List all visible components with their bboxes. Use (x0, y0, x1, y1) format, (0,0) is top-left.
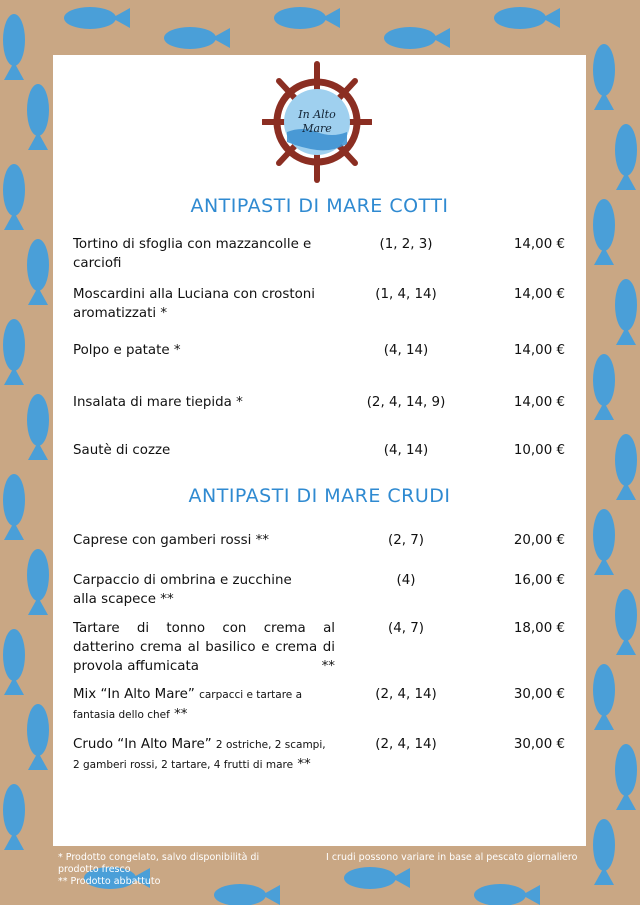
dish-name: Caprese con gamberi rossi ** (73, 533, 269, 548)
price: 14,00 € (513, 237, 565, 252)
logo-line1: In Alto (298, 108, 336, 121)
dish-name: Polpo e patate * (73, 343, 181, 358)
menu-card (53, 55, 586, 846)
price: 14,00 € (513, 343, 565, 358)
price: 18,00 € (513, 621, 565, 636)
svg-text:Mare (301, 122, 332, 135)
dish-name (73, 619, 335, 676)
allergens: (2, 4, 14) (375, 687, 437, 702)
dish-detail: carpacci e tartare a fantasia dello chef (73, 689, 303, 721)
footnote-blast-chilled: ** Prodotto abbattuto (58, 876, 161, 887)
dish-description: Tartare di tonno con crema al datterino crema al basilico e crema di provola affumicata (73, 621, 335, 674)
price: 10,00 € (513, 443, 565, 458)
logo-line2: Mare (302, 122, 332, 135)
dish-stars: ** (321, 659, 335, 674)
allergens: (2, 4, 14) (375, 737, 437, 752)
dish-name (73, 571, 335, 609)
allergens: (4, 14) (383, 343, 429, 358)
dish-name (73, 685, 335, 725)
footnote-frozen: * Prodotto congelato, salvo disponibilità di prodotto fresco (58, 852, 260, 875)
section-title-cotti: ANTIPASTI DI MARE COTTI (190, 195, 449, 217)
dish-name: Sautè di cozze (73, 443, 171, 458)
dish-name-line1: Carpaccio di ombrina e zucchine (73, 573, 292, 588)
footnote-raw: I crudi possono variare in base al pescato giornaliero (326, 852, 578, 863)
dish-stars: ** (174, 707, 188, 722)
dish-stars: ** (297, 757, 311, 772)
price: 30,00 € (513, 737, 565, 752)
allergens: (1, 2, 3) (379, 237, 433, 252)
allergens: (1, 4, 14) (375, 287, 437, 302)
allergens: (2, 7) (387, 533, 424, 548)
ship-wheel-icon (262, 58, 372, 186)
dish-name: Tortino di sfoglia con mazzancolle e carciofi (73, 237, 312, 271)
dish-name (73, 735, 335, 775)
price: 14,00 € (513, 395, 565, 410)
price: 20,00 € (513, 533, 565, 548)
allergens: (4) (396, 573, 416, 588)
allergens: (4, 7) (387, 621, 424, 636)
dish-detail: 2 ostriche, 2 scampi, 2 gamberi rossi, 2 tartare, 4 frutti di mare (73, 739, 326, 771)
allergens: (2, 4, 14, 9) (366, 395, 446, 410)
dish-name: Insalata di mare tiepida * (73, 395, 243, 410)
allergens: (4, 14) (383, 443, 429, 458)
section-title-crudi: ANTIPASTI DI MARE CRUDI (188, 485, 451, 507)
dish-name: Moscardini alla Luciana con crostoni aromatizzati * (73, 287, 315, 321)
price: 14,00 € (513, 287, 565, 302)
price: 30,00 € (513, 687, 565, 702)
footnotes (58, 852, 278, 888)
dish-name-line2: alla scapece ** (73, 592, 174, 607)
svg-text:In Alto (297, 108, 336, 121)
dish-title: Mix “In Alto Mare” (73, 687, 195, 702)
dish-title: Crudo “In Alto Mare” (73, 737, 212, 752)
price: 16,00 € (513, 573, 565, 588)
